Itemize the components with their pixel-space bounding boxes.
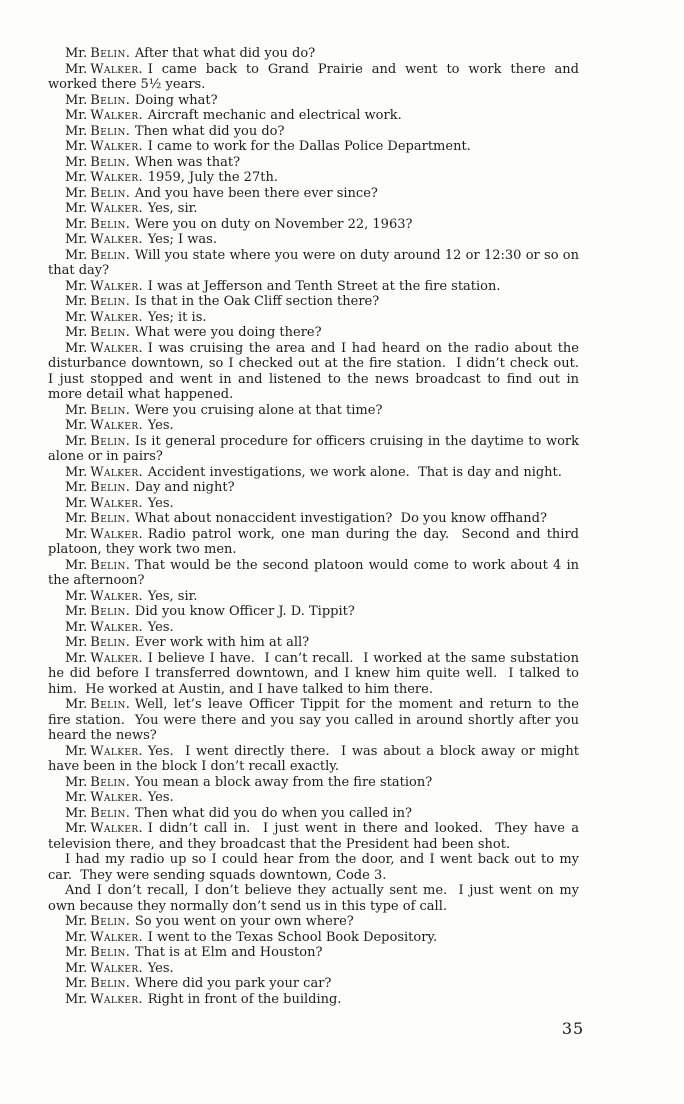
speaker-surname: Belin	[90, 46, 126, 61]
speaker-surname: Belin	[90, 294, 126, 309]
dialogue-text: Doing what?	[134, 92, 218, 108]
speaker-prefix: Mr.	[65, 619, 88, 635]
speaker-surname: Belin	[90, 511, 126, 526]
speaker-prefix: Mr.	[65, 650, 88, 666]
speaker-name	[65, 93, 130, 108]
dialogue-paragraph	[48, 806, 579, 822]
speaker-prefix: Mr.	[65, 418, 88, 433]
dialogue-paragraph	[48, 976, 579, 992]
dialogue-text: I came to work for the Dallas Police Department.	[147, 139, 471, 154]
dialogue-paragraph	[48, 557, 584, 589]
speaker-name	[65, 248, 130, 263]
speaker-prefix: Mr.	[65, 697, 88, 712]
speaker-surname: Walker	[90, 526, 139, 542]
speaker-surname: Belin	[90, 945, 126, 960]
dialogue-text: When was that?	[134, 154, 241, 170]
speaker-prefix: Mr.	[65, 170, 88, 185]
speaker-prefix: Mr.	[65, 976, 88, 991]
speaker-suffix: .	[138, 170, 143, 185]
speaker-prefix: Mr.	[65, 433, 88, 449]
speaker-surname: Walker	[90, 495, 139, 511]
dialogue-text: And I don’t recall, I don’t believe they actually sent me. I just went on my own because they normally don’t send us in this type of call.	[48, 883, 584, 914]
speaker-surname: Walker	[90, 650, 139, 666]
speaker-prefix: Mr.	[65, 294, 88, 309]
speaker-prefix: Mr.	[65, 278, 88, 294]
speaker-suffix: .	[138, 960, 143, 976]
transcript	[48, 46, 588, 1007]
dialogue-paragraph	[48, 914, 579, 930]
speaker-name	[65, 744, 143, 759]
speaker-prefix: Mr.	[65, 216, 88, 232]
dialogue-paragraph	[48, 217, 579, 233]
speaker-name	[65, 496, 143, 511]
speaker-prefix: Mr.	[65, 805, 88, 821]
speaker-surname: Belin	[90, 774, 126, 790]
speaker-suffix: .	[138, 278, 143, 294]
speaker-suffix: .	[125, 402, 130, 418]
speaker-surname: Walker	[90, 991, 139, 1007]
dialogue-text: Well, let’s leave Officer Tippit for the moment and return to the fire station. You were there and you say you called in around shortly after you heard the news?	[48, 697, 584, 743]
dialogue-paragraph	[48, 433, 584, 465]
dialogue-paragraph	[48, 883, 584, 914]
speaker-prefix: Mr.	[65, 914, 88, 929]
speaker-surname: Belin	[90, 123, 126, 139]
speaker-surname: Belin	[90, 402, 126, 418]
speaker-suffix: .	[125, 247, 130, 263]
speaker-name	[65, 651, 143, 666]
dialogue-paragraph	[48, 635, 579, 651]
speaker-prefix: Mr.	[65, 309, 88, 325]
speaker-prefix: Mr.	[65, 232, 88, 247]
speaker-suffix: .	[125, 185, 130, 201]
speaker-name	[65, 914, 130, 929]
dialogue-text: I went to the Texas School Book Depository.	[147, 929, 438, 945]
dialogue-paragraph	[48, 232, 579, 248]
speaker-suffix: .	[125, 325, 130, 340]
speaker-suffix: .	[125, 511, 130, 526]
speaker-prefix: Mr.	[65, 480, 88, 495]
speaker-prefix: Mr.	[65, 588, 88, 604]
speaker-prefix: Mr.	[65, 991, 88, 1007]
speaker-surname: Walker	[90, 61, 139, 77]
speaker-surname: Walker	[90, 139, 139, 154]
speaker-prefix: Mr.	[65, 945, 88, 960]
dialogue-paragraph	[48, 945, 579, 961]
speaker-suffix: .	[125, 92, 130, 108]
dialogue-paragraph	[48, 620, 579, 636]
speaker-surname: Walker	[90, 418, 139, 433]
speaker-prefix: Mr.	[65, 511, 88, 526]
dialogue-text: Yes.	[147, 418, 174, 433]
speaker-prefix: Mr.	[65, 247, 88, 263]
speaker-surname: Walker	[90, 278, 139, 294]
dialogue-text: Aircraft mechanic and electrical work.	[147, 108, 402, 123]
speaker-name	[65, 434, 130, 449]
speaker-name	[65, 403, 130, 418]
speaker-name	[65, 186, 130, 201]
dialogue-text: So you went on your own where?	[134, 914, 354, 929]
dialogue-text: Then what did you do?	[134, 123, 285, 139]
dialogue-paragraph	[48, 992, 579, 1008]
dialogue-text: That would be the second platoon would come to work about 4 in the afternoon?	[48, 557, 584, 588]
speaker-suffix: .	[138, 232, 143, 247]
dialogue-text: Were you on duty on November 22, 1963?	[134, 216, 413, 232]
speaker-name	[65, 945, 130, 960]
dialogue-paragraph	[48, 124, 579, 140]
speaker-name	[65, 635, 130, 650]
speaker-surname: Belin	[90, 635, 126, 650]
dialogue-paragraph	[48, 930, 579, 946]
speaker-suffix: .	[125, 46, 130, 61]
speaker-surname: Belin	[90, 914, 126, 929]
speaker-prefix: Mr.	[65, 604, 88, 619]
speaker-prefix: Mr.	[65, 123, 88, 139]
dialogue-text: Radio patrol work, one man during the day. Second and third platoon, they work two men.	[48, 526, 584, 557]
dialogue-text: I believe I have. I can’t recall. I worked at the same substation he did before I transferred downtown, and I knew him quite well. I talked to him. He worked at Austin, and I have talked to him there.	[48, 650, 584, 697]
dialogue-paragraph	[48, 465, 579, 481]
dialogue-text: Ever work with him at all?	[134, 635, 310, 650]
dialogue-text: Yes; I was.	[147, 232, 217, 247]
speaker-name	[65, 341, 143, 356]
speaker-name	[65, 511, 130, 526]
speaker-surname: Walker	[90, 588, 139, 604]
dialogue-paragraph	[48, 93, 579, 109]
speaker-name	[65, 310, 143, 325]
speaker-suffix: .	[125, 604, 130, 619]
speaker-suffix: .	[125, 976, 130, 991]
speaker-prefix: Mr.	[65, 108, 88, 123]
speaker-suffix: .	[125, 945, 130, 960]
dialogue-paragraph	[48, 155, 579, 171]
dialogue-text: Is that in the Oak Cliff section there?	[134, 294, 380, 309]
dialogue-text: Yes.	[147, 790, 174, 805]
speaker-prefix: Mr.	[65, 790, 88, 805]
speaker-suffix: .	[138, 108, 143, 123]
speaker-prefix: Mr.	[65, 635, 88, 650]
dialogue-paragraph	[48, 790, 579, 806]
speaker-name	[65, 806, 130, 821]
speaker-surname: Belin	[90, 433, 126, 449]
page-number: 35	[561, 1019, 585, 1038]
speaker-suffix: .	[125, 480, 130, 495]
speaker-suffix: .	[138, 588, 143, 604]
dialogue-text: I was cruising the area and I had heard on the radio about the disturbance downtown, so I checked out at the fire station. I didn’t check out. I just stopped and went in and listened to the news broadcast to find out in more detail what happened.	[48, 340, 588, 402]
dialogue-text: Yes.	[147, 960, 174, 976]
speaker-name	[65, 604, 130, 619]
speaker-name	[65, 325, 130, 340]
dialogue-text: Right in front of the building.	[147, 991, 342, 1007]
speaker-prefix: Mr.	[65, 340, 88, 356]
dialogue-text: Day and night?	[134, 480, 235, 495]
speaker-name	[65, 418, 143, 433]
speaker-suffix: .	[138, 464, 143, 480]
dialogue-paragraph	[48, 186, 579, 202]
dialogue-text: Is it general procedure for officers cruising in the daytime to work alone or in pairs?	[48, 433, 584, 464]
speaker-suffix: .	[125, 216, 130, 232]
speaker-suffix: .	[125, 774, 130, 790]
speaker-name	[65, 697, 130, 712]
dialogue-paragraph	[48, 511, 579, 527]
speaker-name	[65, 62, 143, 77]
dialogue-text: After that what did you do?	[134, 46, 316, 61]
speaker-surname: Walker	[90, 821, 139, 836]
dialogue-text: Where did you park your car?	[134, 976, 332, 991]
dialogue-paragraph	[48, 697, 584, 744]
speaker-name	[65, 170, 143, 185]
dialogue-paragraph	[48, 170, 579, 186]
speaker-name	[65, 589, 143, 604]
speaker-prefix: Mr.	[65, 61, 88, 77]
dialogue-paragraph	[48, 340, 588, 403]
speaker-prefix: Mr.	[65, 526, 88, 542]
speaker-name	[65, 108, 143, 123]
speaker-suffix: .	[138, 495, 143, 511]
speaker-suffix: .	[125, 635, 130, 650]
dialogue-paragraph	[48, 604, 579, 620]
speaker-suffix: .	[125, 805, 130, 821]
speaker-prefix: Mr.	[65, 774, 88, 790]
speaker-surname: Belin	[90, 697, 126, 712]
dialogue-paragraph	[48, 310, 579, 326]
dialogue-paragraph	[48, 418, 579, 434]
dialogue-paragraph	[48, 589, 579, 605]
dialogue-paragraph	[48, 294, 579, 310]
dialogue-paragraph	[48, 743, 584, 775]
speaker-suffix: .	[138, 309, 143, 325]
speaker-name	[65, 46, 130, 61]
speaker-suffix: .	[138, 743, 143, 759]
speaker-name	[65, 558, 130, 573]
speaker-prefix: Mr.	[65, 46, 88, 61]
speaker-suffix: .	[138, 526, 143, 542]
dialogue-text: Were you cruising alone at that time?	[134, 402, 383, 418]
speaker-surname: Walker	[90, 929, 139, 945]
speaker-name	[65, 620, 143, 635]
dialogue-paragraph	[48, 775, 579, 791]
dialogue-paragraph	[48, 46, 579, 62]
speaker-surname: Belin	[90, 325, 126, 340]
speaker-prefix: Mr.	[65, 154, 88, 170]
dialogue-text: What about nonaccident investigation? Do you know offhand?	[134, 511, 547, 526]
dialogue-text: Yes. I went directly there. I was about a block away or might have been in the block I don’t recall exactly.	[48, 743, 584, 774]
speaker-surname: Belin	[90, 604, 126, 619]
speaker-suffix: .	[138, 418, 143, 433]
dialogue-text: Yes; it is.	[147, 309, 207, 325]
speaker-surname: Walker	[90, 232, 139, 247]
dialogue-text: That is at Elm and Houston?	[134, 945, 323, 960]
speaker-name	[65, 976, 130, 991]
dialogue-paragraph	[48, 650, 584, 698]
dialogue-paragraph	[48, 480, 579, 496]
speaker-suffix: .	[138, 340, 143, 356]
dialogue-paragraph	[48, 403, 579, 419]
speaker-surname: Walker	[90, 170, 139, 185]
dialogue-paragraph	[48, 325, 579, 341]
speaker-name	[65, 527, 143, 542]
speaker-surname: Walker	[90, 464, 139, 480]
speaker-surname: Belin	[90, 480, 126, 495]
dialogue-text: Yes.	[147, 495, 174, 511]
speaker-name	[65, 139, 143, 154]
speaker-name	[65, 961, 143, 976]
dialogue-text: I had my radio up so I could hear from the door, and I went back out to my car. They were sending squads downtown, Code 3.	[48, 852, 584, 883]
speaker-suffix: .	[125, 123, 130, 139]
speaker-suffix: .	[138, 991, 143, 1007]
dialogue-paragraph	[48, 201, 579, 217]
speaker-prefix: Mr.	[65, 960, 88, 976]
dialogue-text: You mean a block away from the fire station?	[134, 774, 433, 790]
speaker-surname: Belin	[90, 154, 126, 170]
speaker-surname: Walker	[90, 309, 139, 325]
dialogue-text: Yes, sir.	[147, 588, 198, 604]
dialogue-text: I came back to Grand Prairie and went to work there and worked there 5½ years.	[48, 61, 584, 92]
dialogue-paragraph	[48, 279, 579, 295]
dialogue-paragraph	[48, 108, 579, 124]
speaker-surname: Belin	[90, 185, 126, 201]
speaker-suffix: .	[125, 557, 130, 573]
speaker-name	[65, 217, 130, 232]
speaker-surname: Walker	[90, 619, 139, 635]
speaker-surname: Walker	[90, 108, 139, 123]
speaker-prefix: Mr.	[65, 821, 88, 836]
speaker-prefix: Mr.	[65, 557, 88, 573]
dialogue-paragraph	[48, 139, 579, 155]
speaker-surname: Belin	[90, 247, 126, 263]
speaker-suffix: .	[125, 154, 130, 170]
dialogue-text: Yes, sir.	[147, 201, 198, 216]
speaker-prefix: Mr.	[65, 325, 88, 340]
speaker-suffix: .	[138, 61, 143, 77]
dialogue-text: What were you doing there?	[134, 325, 322, 340]
speaker-surname: Belin	[90, 216, 126, 232]
speaker-prefix: Mr.	[65, 495, 88, 511]
dialogue-text: I didn’t call in. I just went in there and looked. They have a television there, and they broadcast that the President had been shot.	[48, 821, 584, 852]
speaker-name	[65, 294, 130, 309]
speaker-name	[65, 992, 143, 1007]
speaker-name	[65, 775, 130, 790]
speaker-name	[65, 480, 130, 495]
speaker-suffix: .	[125, 697, 130, 712]
dialogue-paragraph	[48, 852, 584, 883]
dialogue-paragraph	[48, 821, 584, 852]
speaker-surname: Walker	[90, 743, 139, 759]
speaker-surname: Walker	[90, 340, 139, 356]
speaker-surname: Walker	[90, 790, 139, 805]
dialogue-paragraph	[48, 526, 584, 558]
speaker-suffix: .	[138, 139, 143, 154]
dialogue-text: And you have been there ever since?	[134, 185, 378, 201]
speaker-surname: Belin	[90, 92, 126, 108]
speaker-suffix: .	[138, 201, 143, 216]
speaker-suffix: .	[125, 294, 130, 309]
speaker-name	[65, 232, 143, 247]
speaker-suffix: .	[138, 790, 143, 805]
speaker-name	[65, 790, 143, 805]
speaker-prefix: Mr.	[65, 201, 88, 216]
speaker-suffix: .	[138, 619, 143, 635]
speaker-suffix: .	[138, 650, 143, 666]
speaker-prefix: Mr.	[65, 464, 88, 480]
dialogue-text: I was at Jefferson and Tenth Street at the fire station.	[147, 278, 501, 294]
dialogue-text: Accident investigations, we work alone. That is day and night.	[147, 464, 562, 480]
speaker-prefix: Mr.	[65, 185, 88, 201]
speaker-surname: Walker	[90, 960, 139, 976]
speaker-name	[65, 155, 130, 170]
speaker-name	[65, 465, 143, 480]
speaker-name	[65, 930, 143, 945]
speaker-prefix: Mr.	[65, 402, 88, 418]
dialogue-text: 1959, July the 27th.	[147, 170, 278, 185]
dialogue-text: Will you state where you were on duty around 12 or 12:30 or so on that day?	[48, 247, 584, 278]
speaker-prefix: Mr.	[65, 92, 88, 108]
speaker-suffix: .	[125, 914, 130, 929]
speaker-prefix: Mr.	[65, 743, 88, 759]
dialogue-text: Yes.	[147, 619, 174, 635]
dialogue-paragraph	[48, 961, 579, 977]
speaker-name	[65, 124, 130, 139]
speaker-prefix: Mr.	[65, 929, 88, 945]
dialogue-paragraph	[48, 496, 579, 512]
speaker-surname: Belin	[90, 976, 126, 991]
speaker-suffix: .	[138, 929, 143, 945]
dialogue-paragraph	[48, 61, 584, 93]
dialogue-text: Did you know Officer J. D. Tippit?	[134, 604, 355, 619]
speaker-surname: Belin	[90, 805, 126, 821]
dialogue-paragraph	[48, 247, 584, 279]
speaker-suffix: .	[125, 433, 130, 449]
speaker-name	[65, 821, 143, 836]
speaker-name	[65, 201, 143, 216]
dialogue-text: Then what did you do when you called in?	[134, 805, 413, 821]
speaker-suffix: .	[138, 821, 143, 836]
speaker-prefix: Mr.	[65, 139, 88, 154]
speaker-surname: Belin	[90, 557, 126, 573]
speaker-surname: Walker	[90, 201, 139, 216]
speaker-name	[65, 279, 143, 294]
